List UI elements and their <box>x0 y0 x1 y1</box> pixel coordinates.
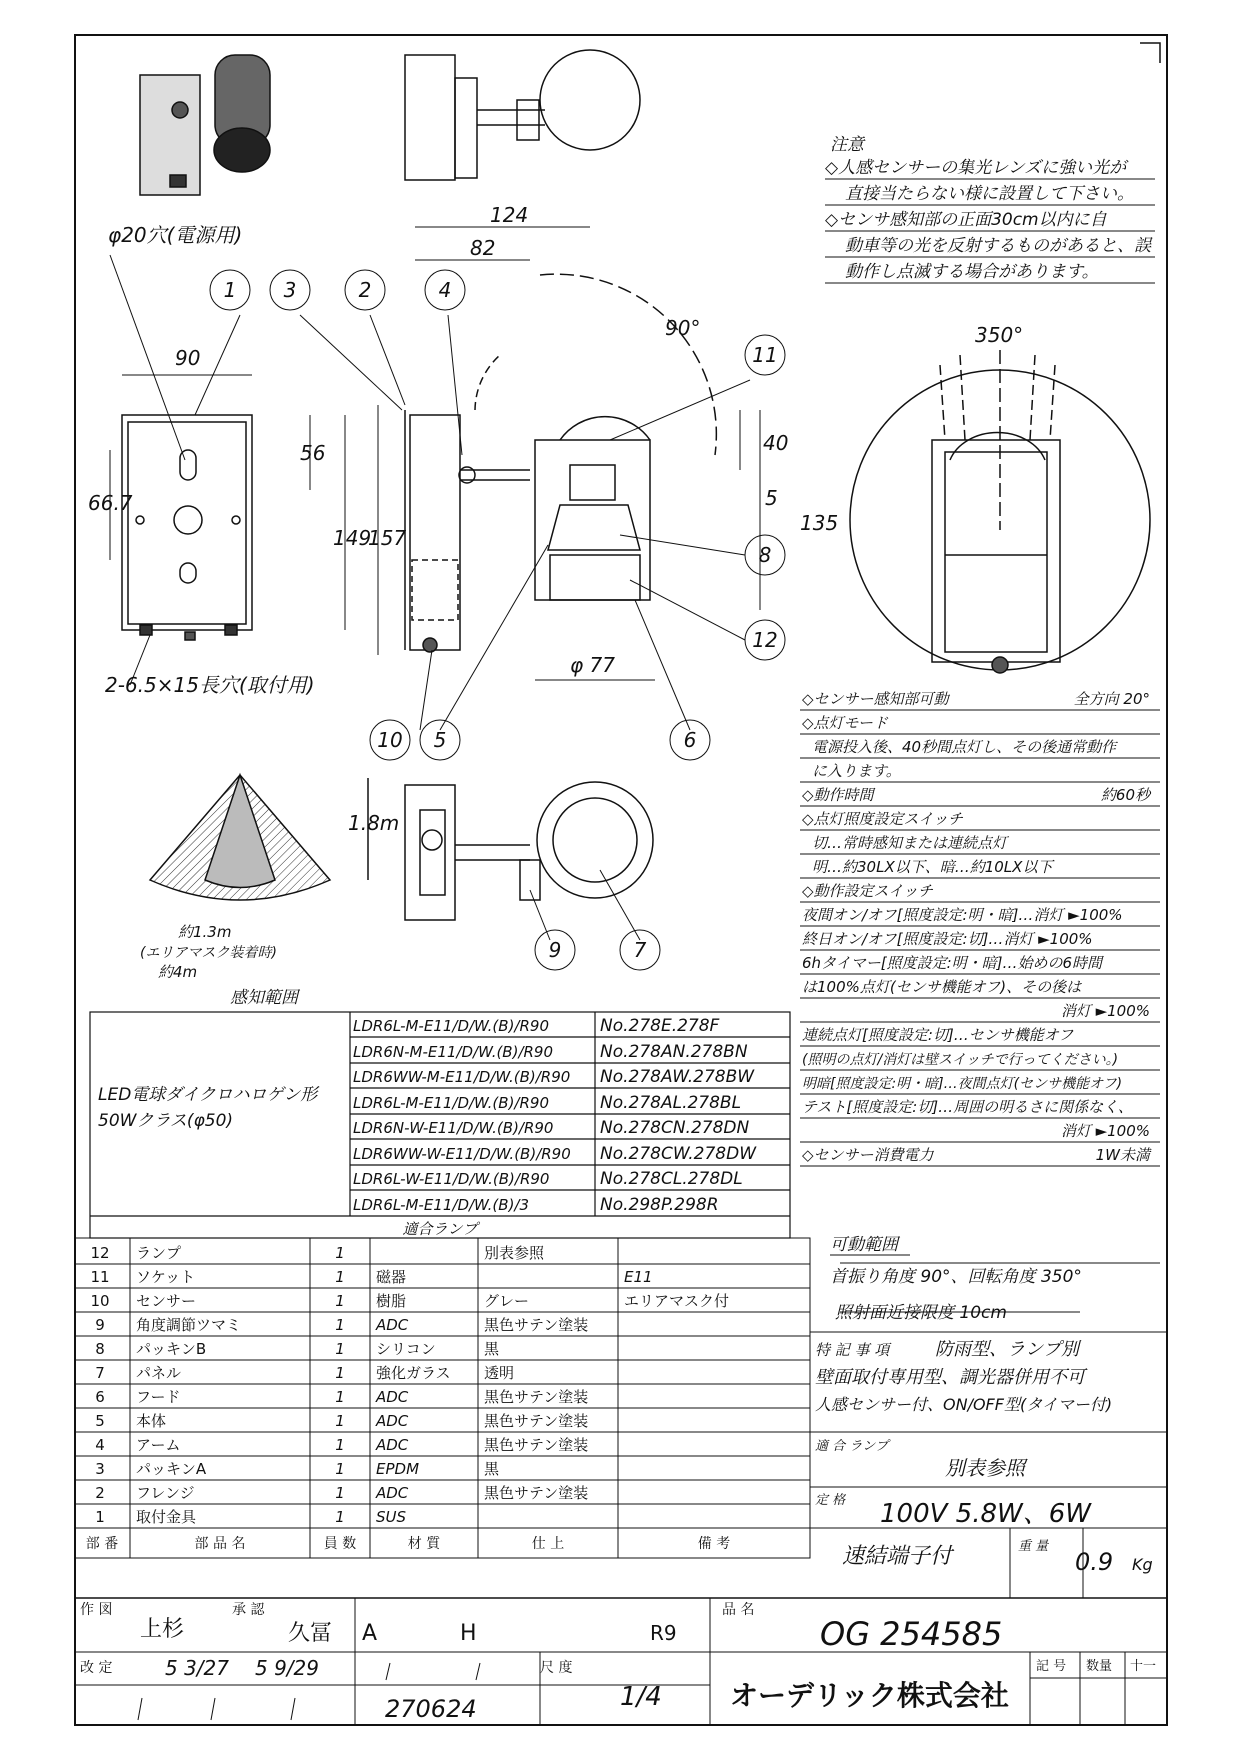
product-number: OG 254585 <box>820 1615 1003 1653</box>
revision-label: 改 定 <box>80 1660 113 1676</box>
ten-label: 十一 <box>1130 1659 1157 1674</box>
rating-value: 100V 5.8W、6W <box>880 1499 1091 1529</box>
spec-9-label: 夜間オン/オフ[照度設定:明・暗]…消灯 ►100% <box>802 906 1123 924</box>
lamp-no-1: No.278AN.278BN <box>600 1042 748 1062</box>
range-r1: 約1.3m <box>178 923 232 941</box>
part-row-2-note: エリアマスク付 <box>624 1292 730 1310</box>
part-row-7-qty: 1 <box>335 1412 345 1430</box>
part-row-6-qty: 1 <box>335 1388 345 1406</box>
notes-line-1: ◇人感センサーの集光レンズに強い光が <box>825 158 1127 178</box>
spec-12-label: は100%点灯(センサ機能オフ)、その後は <box>802 978 1082 996</box>
lamp-no-2: No.278AW.278BW <box>600 1067 755 1087</box>
part-row-3-material: ADC <box>376 1316 409 1334</box>
title-block <box>75 1598 1167 1725</box>
part-row-9-material: EPDM <box>376 1460 420 1478</box>
range-r4: 約4m <box>158 963 198 981</box>
spec-8-label: ◇動作設定スイッチ <box>802 882 933 900</box>
weight-label: 重 量 <box>1018 1539 1049 1554</box>
lamp-type-line-1: LED電球ダイクロハロゲン形 <box>98 1085 318 1105</box>
callout-11: 11 <box>752 343 778 367</box>
part-row-6-material: ADC <box>376 1388 409 1406</box>
lamp-no-4: No.278CN.278DN <box>600 1118 750 1138</box>
lamp-model-7: LDR6L-M-E11/D/W.(B)/3 <box>353 1196 530 1214</box>
slot-label: 2-6.5×15長穴(取付用) <box>105 673 315 697</box>
quantity-label: 数量 <box>1086 1659 1113 1674</box>
lamp-model-6: LDR6L-W-E11/D/W.(B)/R90 <box>353 1170 550 1188</box>
lamp-table <box>90 1012 790 1238</box>
revision-date-2: 5 9/29 <box>255 1656 319 1680</box>
perspective-sketch <box>140 55 270 195</box>
part-row-10-finish: 黒色サテン塗装 <box>484 1484 589 1502</box>
part-row-2-name: センサー <box>136 1292 197 1310</box>
callout-7: 7 <box>633 938 647 962</box>
part-row-5-no: 7 <box>95 1364 105 1382</box>
lamp-no-7: No.298P.298R <box>600 1195 719 1215</box>
part-row-4-no: 8 <box>95 1340 105 1358</box>
callout-12: 12 <box>752 628 778 652</box>
part-row-7-no: 5 <box>95 1412 105 1430</box>
part-row-8-material: ADC <box>376 1436 409 1454</box>
parts-header-finish: 仕 上 <box>531 1536 565 1552</box>
part-row-0-name: ランプ <box>136 1244 182 1262</box>
parts-header-name: 部 品 名 <box>194 1536 246 1552</box>
part-row-4-material: シリコン <box>376 1340 436 1358</box>
part-row-8-no: 4 <box>95 1436 105 1454</box>
scale-value: 1/4 <box>620 1682 662 1712</box>
callout-4: 4 <box>438 278 452 302</box>
callout-3: 3 <box>283 278 297 302</box>
part-row-3-no: 9 <box>95 1316 105 1334</box>
part-row-11-qty: 1 <box>335 1508 345 1526</box>
spec-list <box>800 690 1160 1166</box>
lamp-model-2: LDR6WW-M-E11/D/W.(B)/R90 <box>353 1068 571 1086</box>
drawing-date: 270624 <box>385 1695 477 1723</box>
part-row-5-finish: 透明 <box>484 1364 515 1382</box>
dim-5: 5 <box>765 486 778 510</box>
dim-135: 135 <box>800 511 839 535</box>
rotation-view <box>850 350 1150 673</box>
part-row-3-name: 角度調節ツマミ <box>136 1316 242 1334</box>
part-row-4-finish: 黒 <box>484 1340 500 1358</box>
spec-6-label: 切…常時感知または連続点灯 <box>812 834 1008 852</box>
part-row-10-qty: 1 <box>335 1484 345 1502</box>
part-row-8-qty: 1 <box>335 1436 345 1454</box>
range-mask-note: (エリアマスク装着時) <box>140 945 277 961</box>
spec-14-label: 連続点灯[照度設定:切]…センサ機能オフ <box>802 1026 1074 1044</box>
part-row-8-name: アーム <box>136 1436 181 1454</box>
part-row-2-qty: 1 <box>335 1292 345 1310</box>
part-row-11-no: 1 <box>95 1508 105 1526</box>
caution-notes <box>825 135 1153 282</box>
dim-124: 124 <box>490 203 529 227</box>
part-row-4-qty: 1 <box>335 1340 345 1358</box>
dim-40: 40 <box>763 431 789 455</box>
part-row-4-name: パッキンB <box>136 1340 207 1358</box>
dim-157: 157 <box>368 526 407 550</box>
part-row-1-qty: 1 <box>335 1268 345 1286</box>
part-row-9-no: 3 <box>95 1460 105 1478</box>
part-row-3-qty: 1 <box>335 1316 345 1334</box>
drawn-by: 上杉 <box>140 1617 185 1642</box>
part-row-10-material: ADC <box>376 1484 409 1502</box>
lamp-model-4: LDR6N-W-E11/D/W.(B)/R90 <box>353 1119 554 1137</box>
spec-11-label: 6hタイマー[照度設定:明・暗]…始めの6時間 <box>802 954 1103 972</box>
features-line-1: 防雨型、ランプ別 <box>935 1339 1079 1360</box>
callout-6: 6 <box>683 728 697 752</box>
part-row-6-no: 6 <box>95 1388 105 1406</box>
angle-350: 350° <box>975 323 1024 347</box>
approved-by: 久冨 <box>288 1621 333 1646</box>
part-row-9-name: パッキンA <box>136 1460 207 1478</box>
lamp-model-5: LDR6WW-W-E11/D/W.(B)/R90 <box>353 1145 571 1163</box>
company-name: オーデリック株式会社 <box>730 1679 1009 1712</box>
notes-line-4: 動車等の光を反射するものがあると、誤 <box>845 236 1151 256</box>
lamp-no-6: No.278CL.278DL <box>600 1169 743 1189</box>
features-line-3: 人感センサー付、ON/OFF型(タイマー付) <box>815 1395 1113 1414</box>
detection-range <box>150 775 368 900</box>
spec-2-label: 電源投入後、40秒間点灯し、その後通常動作 <box>812 738 1117 756</box>
parts-header-qty: 員 数 <box>323 1536 357 1552</box>
features-line-2: 壁面取付専用型、調光器併用不可 <box>815 1367 1085 1388</box>
part-row-2-material: 樹脂 <box>376 1292 407 1310</box>
lamp-type-line-2: 50Wクラス(φ50) <box>98 1111 234 1131</box>
drawn-by-label: 作 図 <box>80 1602 113 1618</box>
spec-18-value: 消灯 ►100% <box>1060 1122 1150 1140</box>
part-row-3-finish: 黒色サテン塗装 <box>484 1316 589 1334</box>
part-row-7-name: 本体 <box>136 1412 167 1430</box>
spec-0-value: 全方向 20° <box>1073 690 1150 708</box>
symbol-label: 記 号 <box>1036 1659 1067 1674</box>
lamp-no-5: No.278CW.278DW <box>600 1144 757 1164</box>
callout-8: 8 <box>758 543 772 567</box>
right-info-block <box>810 1235 1167 1598</box>
part-row-2-finish: グレー <box>484 1292 530 1310</box>
bottom-view <box>405 782 653 920</box>
part-row-1-material: 磁器 <box>376 1268 407 1286</box>
features-label: 特 記 事 項 <box>815 1341 890 1359</box>
corner-mark <box>1140 43 1160 63</box>
dim-82: 82 <box>470 236 496 260</box>
spec-1-label: ◇点灯モード <box>802 714 888 732</box>
dimension-lines <box>110 227 760 680</box>
hole-label: φ20穴(電源用) <box>108 223 243 247</box>
movable-title: 可動範囲 <box>830 1235 898 1255</box>
part-row-5-qty: 1 <box>335 1364 345 1382</box>
part-row-11-name: 取付金具 <box>136 1508 197 1526</box>
lamp-value: 別表参照 <box>945 1456 1025 1480</box>
part-row-11-material: SUS <box>376 1508 407 1526</box>
spec-5-label: ◇点灯照度設定スイッチ <box>802 810 963 828</box>
front-view <box>122 415 252 640</box>
callout-5: 5 <box>433 728 447 752</box>
revision-date-1: 5 3/27 <box>165 1656 229 1680</box>
weight-value: 0.9 <box>1075 1548 1114 1576</box>
parts-table <box>75 1238 810 1558</box>
lamp-no-0: No.278E.278F <box>600 1016 720 1036</box>
spec-4-label: ◇動作時間 <box>802 786 874 804</box>
lamp-label: 適 合 ランプ <box>815 1439 889 1454</box>
part-row-1-note: E11 <box>624 1268 653 1286</box>
spec-17-label: テスト[照度設定:切]…周囲の明るさに関係なく、 <box>802 1098 1133 1116</box>
part-row-10-name: フレンジ <box>136 1484 195 1502</box>
dim-77: φ 77 <box>570 653 615 677</box>
part-row-0-finish: 別表参照 <box>484 1244 545 1262</box>
part-row-10-no: 2 <box>95 1484 105 1502</box>
approved-by-label: 承 認 <box>232 1602 265 1618</box>
top-view <box>405 50 640 180</box>
part-row-5-material: 強化ガラス <box>376 1364 451 1382</box>
angle-90: 90° <box>665 316 701 340</box>
part-row-9-qty: 1 <box>335 1460 345 1478</box>
lamp-table-caption: 適合ランプ <box>402 1220 478 1238</box>
part-row-0-qty: 1 <box>335 1244 345 1262</box>
spec-16-label: 明暗[照度設定:明・暗]…夜間点灯(センサ機能オフ) <box>802 1076 1123 1092</box>
spec-19-value: 1W未満 <box>1095 1146 1150 1164</box>
parts-header-note: 備 考 <box>697 1536 731 1552</box>
part-row-7-finish: 黒色サテン塗装 <box>484 1412 589 1430</box>
part-row-6-name: フード <box>136 1388 181 1406</box>
part-row-2-no: 10 <box>90 1292 110 1310</box>
parts-header-no: 部 番 <box>85 1536 119 1552</box>
weight-unit: Kg <box>1132 1555 1153 1574</box>
spec-13-value: 消灯 ►100% <box>1060 1002 1150 1020</box>
part-row-7-material: ADC <box>376 1412 409 1430</box>
part-row-6-finish: 黒色サテン塗装 <box>484 1388 589 1406</box>
spec-15-label: (照明の点灯/消灯は壁スイッチで行ってください。) <box>802 1052 1119 1068</box>
lamp-no-3: No.278AL.278BL <box>600 1093 742 1113</box>
product-label: 品 名 <box>722 1602 755 1618</box>
code-h: H <box>460 1621 477 1646</box>
movable-range: 首振り角度 90°、回転角度 350° <box>830 1267 1082 1287</box>
notes-line-3: ◇センサ感知部の正面30cm以内に自 <box>825 210 1107 230</box>
part-row-5-name: パネル <box>136 1364 182 1382</box>
proximity-limit: 照射面近接限度 10cm <box>835 1303 1007 1323</box>
callout-9: 9 <box>548 938 562 962</box>
scale-label: 尺 度 <box>540 1660 573 1676</box>
part-row-9-finish: 黒 <box>484 1460 500 1478</box>
terminal-note: 速結端子付 <box>842 1544 953 1569</box>
parts-header-material: 材 質 <box>407 1536 441 1552</box>
code-r9: R9 <box>650 1621 677 1645</box>
part-row-0-no: 12 <box>90 1244 110 1262</box>
spec-0-label: ◇センサー感知部可動 <box>802 690 949 708</box>
callout-10: 10 <box>377 728 403 752</box>
part-row-8-finish: 黒色サテン塗装 <box>484 1436 589 1454</box>
range-caption: 感知範囲 <box>230 988 298 1008</box>
spec-3-label: に入ります。 <box>812 762 901 780</box>
dim-66-7: 66.7 <box>88 491 133 515</box>
dim-149: 149 <box>333 526 372 550</box>
dim-56: 56 <box>300 441 326 465</box>
code-a: A <box>362 1621 378 1646</box>
callout-1: 1 <box>223 278 237 302</box>
spec-19-label: ◇センサー消費電力 <box>802 1146 934 1164</box>
lamp-model-1: LDR6N-M-E11/D/W.(B)/R90 <box>353 1043 554 1061</box>
callout-2: 2 <box>358 278 372 302</box>
lamp-model-3: LDR6L-M-E11/D/W.(B)/R90 <box>353 1094 549 1112</box>
rating-label: 定 格 <box>815 1493 846 1508</box>
notes-line-5: 動作し点滅する場合があります。 <box>845 262 1099 282</box>
spec-4-value: 約60秒 <box>1100 786 1150 804</box>
spec-10-label: 終日オン/オフ[照度設定:切]…消灯 ►100% <box>802 930 1093 948</box>
notes-line-2: 直接当たらない様に設置して下さい。 <box>845 184 1134 204</box>
spec-7-label: 明…約30LX以下、暗…約10LX以下 <box>812 858 1053 876</box>
notes-title: 注意 <box>830 135 864 155</box>
dim-90: 90 <box>175 346 201 370</box>
lamp-model-0: LDR6L-M-E11/D/W.(B)/R90 <box>353 1017 549 1035</box>
part-row-1-no: 11 <box>90 1268 110 1286</box>
part-row-1-name: ソケット <box>136 1268 196 1286</box>
range-height: 1.8m <box>348 811 400 835</box>
